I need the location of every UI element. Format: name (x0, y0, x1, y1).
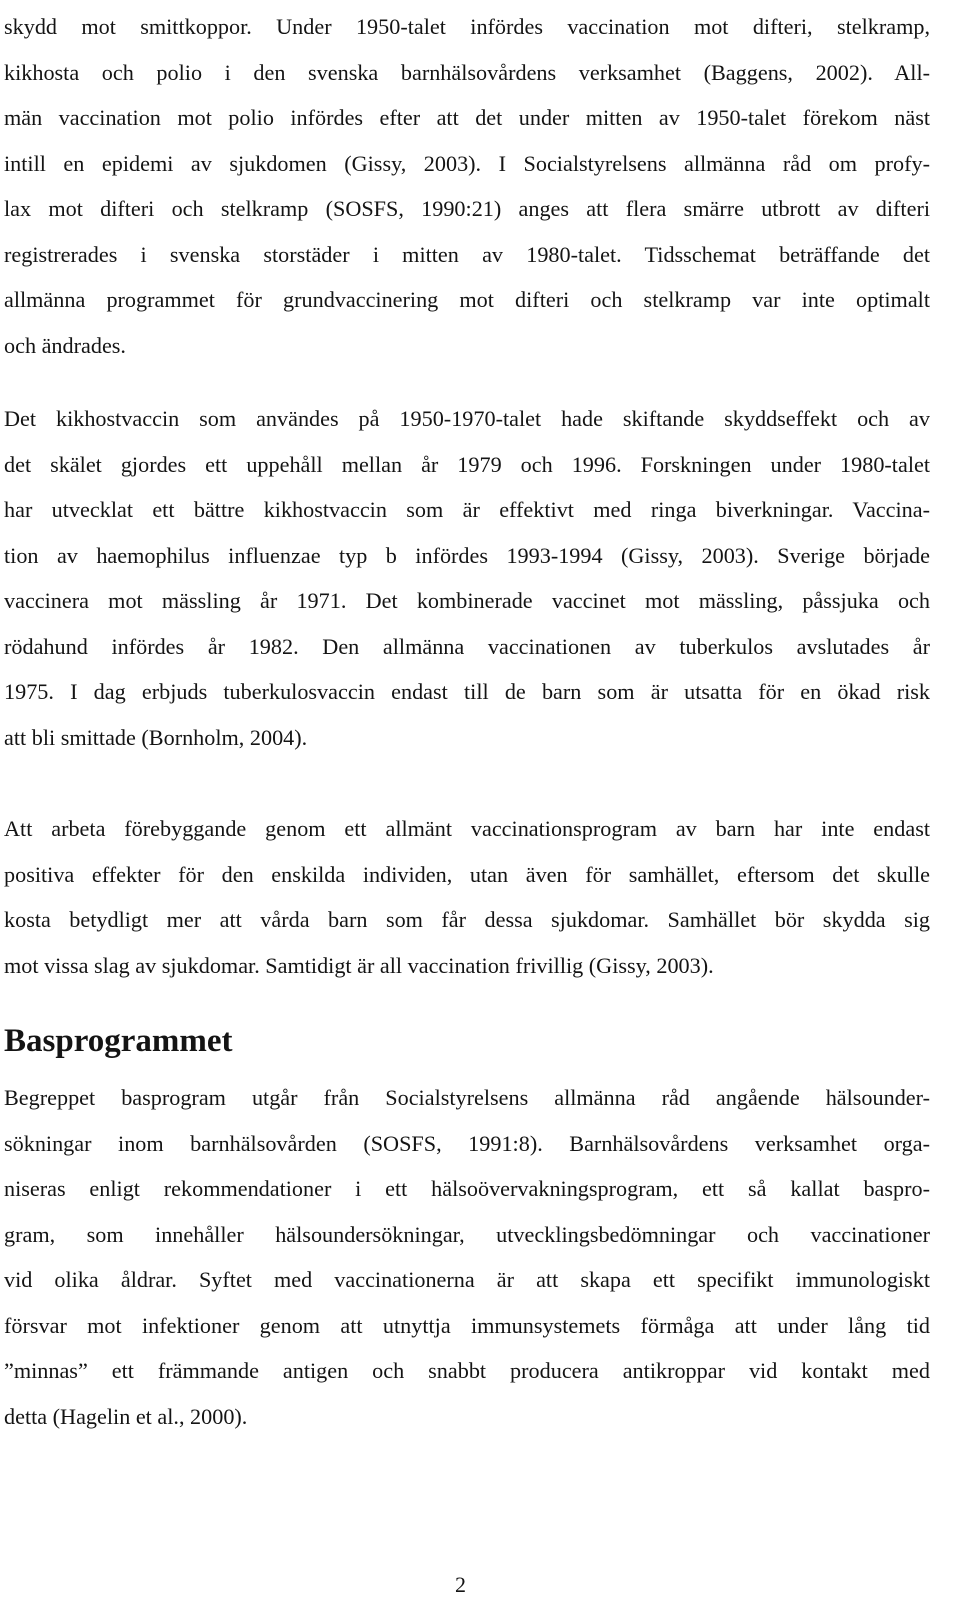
text-line: rödahund infördes år 1982. Den allmänna vaccinationen av tuberkulos avslutades år (4, 633, 930, 659)
text-line: ”minnas” ett främmande antigen och snabbt producera antikroppar vid kontakt med (4, 1358, 930, 1383)
text-line: 1975. I dag erbjuds tuberkulosvaccin endast till de barn som är utsatta för en ökad risk (4, 679, 930, 704)
text-line: vaccinera mot mässling år 1971. Det kombinerade vaccinet mot mässling, påssjuka och (4, 588, 930, 613)
text-line: mot vissa slag av sjukdomar. Samtidigt är all vaccination frivillig (Gissy, 2003). (4, 952, 714, 978)
paragraph-preventive-program (4, 806, 930, 988)
text-line: det skälet gjordes ett uppehåll mellan år 1979 och 1996. Forskningen under 1980-talet (4, 451, 930, 477)
text-line: har utvecklat ett bättre kikhostvaccin som är effektivt med ringa biverkningar. Vaccina- (4, 497, 930, 522)
text-line: intill en epidemi av sjukdomen (Gissy, 2003). I Socialstyrelsens allmänna råd om profy- (4, 150, 930, 176)
text-line: Att arbeta förebyggande genom ett allmänt vaccinationsprogram av barn har inte endast (4, 816, 930, 841)
text-line: Begreppet basprogram utgår från Socialstyrelsens allmänna råd angående hälsounder- (4, 1085, 930, 1110)
page-number: 2 (455, 1572, 466, 1597)
text-line: kosta betydligt mer att vårda barn som får dessa sjukdomar. Samhället bör skydda sig (4, 907, 930, 932)
text-line: positiva effekter för den enskilda individen, utan även för samhället, eftersom det skulle (4, 861, 930, 887)
section-heading: Basprogrammet (4, 1023, 233, 1059)
text-line: allmänna programmet för grundvaccinering mot difteri och stelkramp var inte optimalt (4, 287, 930, 312)
text-line: tion av haemophilus influenzae typ b infördes 1993-1994 (Gissy, 2003). Sverige började (4, 542, 930, 568)
text-line: män vaccination mot polio infördes efter att det under mitten av 1950-talet förekom näst (4, 105, 930, 130)
text-line: att bli smittade (Bornholm, 2004). (4, 724, 308, 750)
paragraph-kikhosta-vaccine (4, 396, 930, 760)
text-line: gram, som innehåller hälsoundersökningar, utvecklingsbedömningar och vaccinationer (4, 1221, 930, 1247)
text-line: niseras enligt rekommendationer i ett hälsoövervakningsprogram, ett så kallat baspro- (4, 1176, 930, 1201)
text-line: kikhosta och polio i den svenska barnhälsovårdens verksamhet (Baggens, 2002). All- (4, 59, 930, 85)
text-line: Det kikhostvaccin som användes på 1950-1970-talet hade skiftande skyddseffekt och av (4, 406, 930, 431)
text-line: registrerades i svenska storstäder i mitten av 1980-talet. Tidsschemat beträffande det (4, 241, 930, 267)
paragraph-basprogram (4, 1075, 930, 1439)
text-line: skydd mot smittkoppor. Under 1950-talet infördes vaccination mot difteri, stelkramp, (4, 14, 930, 39)
text-line: sökningar inom barnhälsovården (SOSFS, 1991:8). Barnhälsovårdens verksamhet orga- (4, 1130, 930, 1156)
text-line: vid olika åldrar. Syftet med vaccinationerna är att skapa ett specifikt immunologiskt (4, 1267, 930, 1292)
text-line: och ändrades. (4, 332, 126, 358)
text-line: lax mot difteri och stelkramp (SOSFS, 1990:21) anges att flera smärre utbrott av difteri (4, 196, 930, 221)
paragraph-vaccination-history (4, 4, 930, 368)
text-line: detta (Hagelin et al., 2000). (4, 1403, 248, 1429)
text-line: försvar mot infektioner genom att utnyttja immunsystemets förmåga att under lång tid (4, 1312, 930, 1338)
